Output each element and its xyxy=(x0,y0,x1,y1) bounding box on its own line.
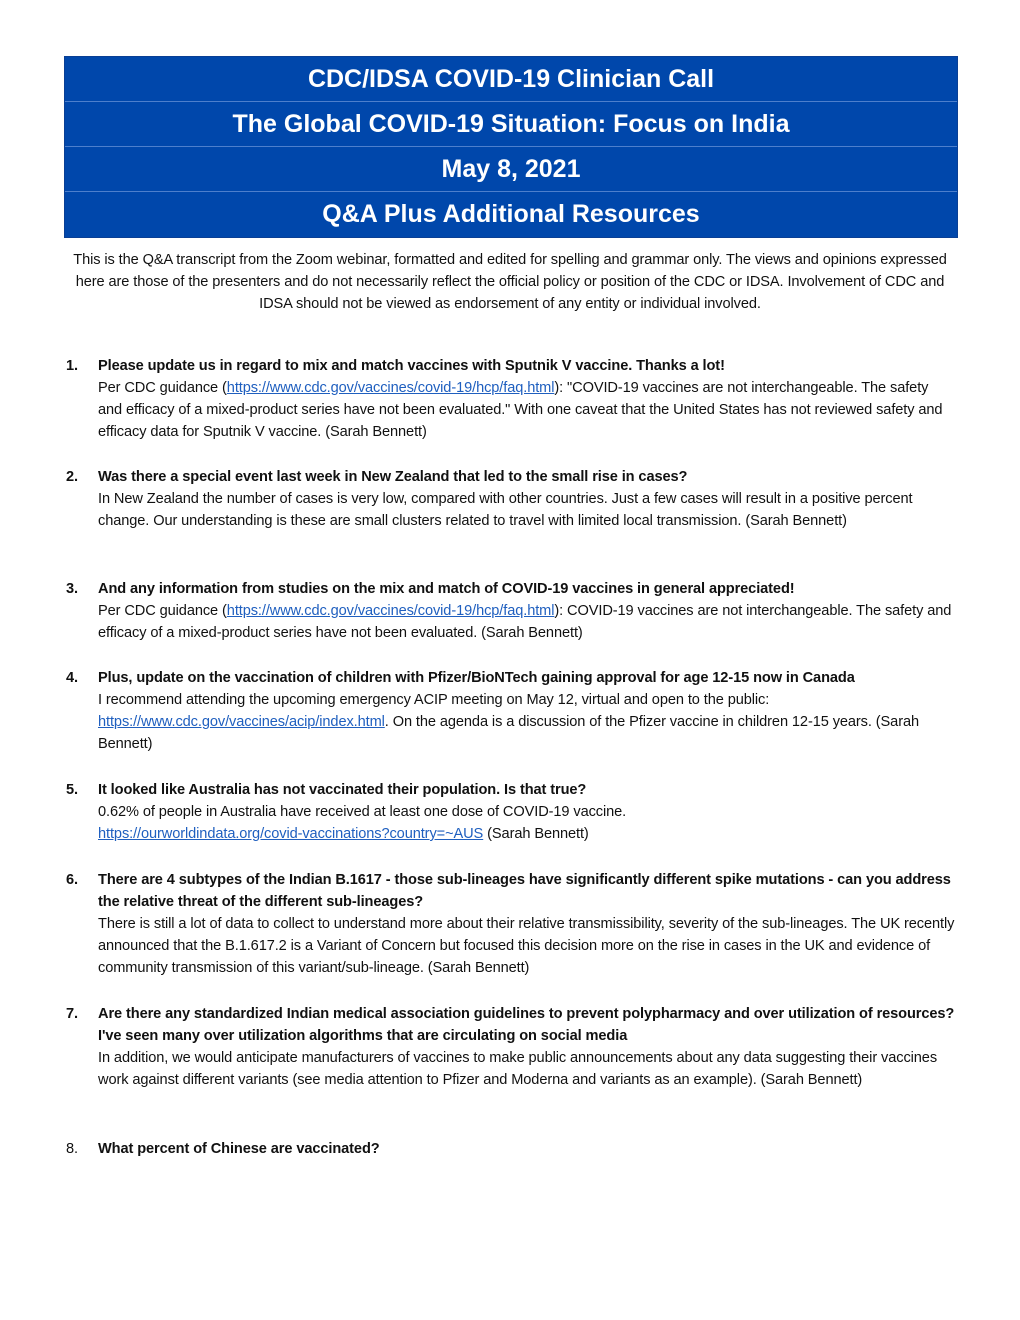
qa-item-1 xyxy=(66,355,956,443)
question-text: Was there a special event last week in New Zealand that led to the small rise in cases? xyxy=(98,469,688,485)
item-number: 8. xyxy=(66,1141,78,1157)
answer-text: In addition, we would anticipate manufacturers of vaccines to make public announcements about any data suggesting their vaccines work against different variants (see media attention to Pfizer and Moderna and variants as an example). (Sarah Bennett) xyxy=(98,1050,938,1088)
answer-text: I recommend attending the upcoming emergency ACIP meeting on May 12, virtual and open to the public: https://www.cdc.gov/vaccines/acip/index.html. On the agenda is a discussion of the Pfizer vaccine in children 12-15 years. (Sarah Bennett) xyxy=(98,692,919,752)
question-text: What percent of Chinese are vaccinated? xyxy=(98,1141,380,1157)
item-number: 3. xyxy=(66,581,78,597)
question-text: Are there any standardized Indian medical association guidelines to prevent polypharmacy and over utilization of resources? I've seen many over utilization algorithms that are circulating on social media xyxy=(98,1006,955,1044)
qa-item-7 xyxy=(66,1003,956,1091)
question-text: Please update us in regard to mix and match vaccines with Sputnik V vaccine. Thanks a lot! xyxy=(98,358,725,374)
item-number: 6. xyxy=(66,872,78,888)
question-text: It looked like Australia has not vaccinated their population. Is that true? xyxy=(98,782,587,798)
header-banner xyxy=(64,56,958,238)
item-number: 4. xyxy=(66,670,78,686)
cdc-faq-link[interactable]: https://www.cdc.gov/vaccines/covid-19/hcp/faq.html xyxy=(226,380,555,396)
disclaimer-paragraph: This is the Q&A transcript from the Zoom webinar, formatted and edited for spelling and grammar only. The views and opinions expressed here are those of the presenters and do not necessarily reflect the official policy or position of the CDC or IDSA. Involvement of CDC and IDSA should not be viewed as endorsement of any entity or individual involved. xyxy=(73,252,947,312)
question-text: There are 4 subtypes of the Indian B.1617 - those sub-lineages have significantly different spike mutations - can you address the relative threat of the different sub-lineages? xyxy=(98,872,951,910)
document-date: May 8, 2021 xyxy=(65,147,957,192)
qa-item-5 xyxy=(66,779,956,845)
answer-text: There is still a lot of data to collect to understand more about their relative transmissibility, severity of the sub-lineages. The UK recently announced that the B.1.617.2 is a Variant of Concern but focused this decision more on the rise in cases in the UK and evidence of community transmission of this variant/sub-lineage. (Sarah Bennett) xyxy=(98,916,955,976)
answer-text: In New Zealand the number of cases is very low, compared with other countries. Just a few cases will result in a positive percent change. Our understanding is these are small clusters related to travel with limited local transmission. (Sarah Bennett) xyxy=(98,491,913,529)
qa-item-8 xyxy=(66,1138,956,1160)
qa-item-3 xyxy=(66,578,956,644)
qa-item-4 xyxy=(66,667,956,755)
ourworldindata-link[interactable]: https://ourworldindata.org/covid-vaccinations?country=~AUS xyxy=(98,826,484,842)
item-number: 2. xyxy=(66,469,78,485)
question-text: Plus, update on the vaccination of children with Pfizer/BioNTech gaining approval for age 12-15 now in Canada xyxy=(98,670,855,686)
qa-item-2 xyxy=(66,466,956,532)
item-number: 7. xyxy=(66,1006,78,1022)
acip-link[interactable]: https://www.cdc.gov/vaccines/acip/index.html xyxy=(98,714,385,730)
item-number: 5. xyxy=(66,782,78,798)
document-title: CDC/IDSA COVID-19 Clinician Call xyxy=(65,57,957,102)
item-number: 1. xyxy=(66,358,78,374)
document-subtitle: The Global COVID-19 Situation: Focus on India xyxy=(65,102,957,147)
cdc-faq-link[interactable]: https://www.cdc.gov/vaccines/covid-19/hcp/faq.html xyxy=(226,603,555,619)
question-text: And any information from studies on the mix and match of COVID-19 vaccines in general appreciated! xyxy=(98,581,795,597)
answer-text: 0.62% of people in Australia have received at least one dose of COVID-19 vaccine. https://ourworldindata.org/covid-vaccinations?country=~AUS (Sarah Bennett) xyxy=(98,804,627,842)
section-title: Q&A Plus Additional Resources xyxy=(322,200,700,228)
answer-text: Per CDC guidance (https://www.cdc.gov/vaccines/covid-19/hcp/faq.html): "COVID-19 vaccines are not interchangeable. The safety and efficacy of a mixed-product series have not been evaluated." With one caveat that the United States has not reviewed safety and efficacy data for Sputnik V vaccine. (Sarah Bennett) xyxy=(98,380,943,440)
answer-text: Per CDC guidance (https://www.cdc.gov/vaccines/covid-19/hcp/faq.html): COVID-19 vaccines are not interchangeable. The safety and efficacy of a mixed-product series have not been evaluated. (Sarah Bennett) xyxy=(98,603,952,641)
qa-item-6 xyxy=(66,869,956,979)
